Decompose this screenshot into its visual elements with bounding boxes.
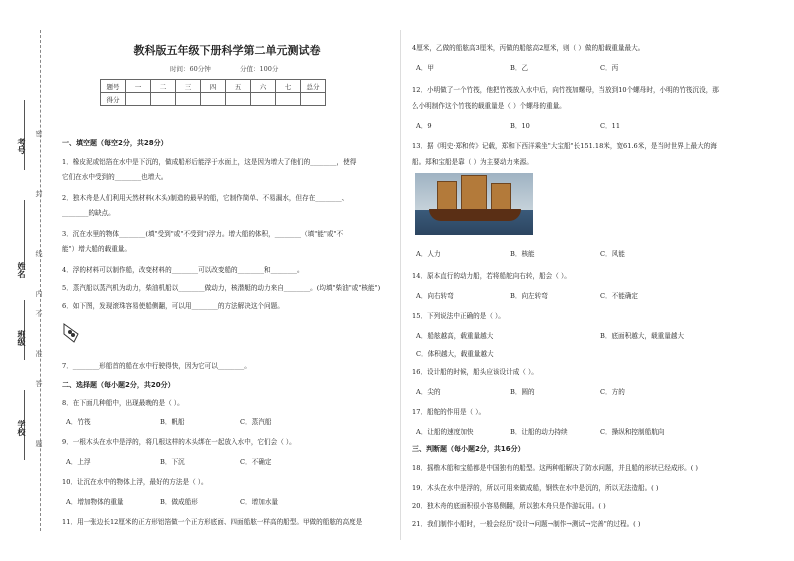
cut-mark: 不 — [35, 310, 43, 317]
option-a[interactable]: A．尖的 — [416, 388, 441, 396]
question-11-cont: 4厘米，乙做的船舷高3厘米，丙做的船舷高2厘米，则（ ）做的船载重量最大。 — [412, 44, 645, 52]
question-3: 3．沉在水里的物体________(填"受到"或"不受到")浮力。增大船的体积，________（填"能"或"不 — [62, 230, 344, 238]
table-cell: 七 — [276, 80, 301, 93]
question-19: 19．木头在水中是浮的，所以可用来做成船，钢铁在水中是沉的，所以无法造船。( ) — [412, 484, 659, 492]
question-10: 10．让沉在水中的物体上浮，最好的方法是（ ）。 — [62, 478, 208, 486]
table-cell: 题号 — [101, 80, 126, 93]
option-c[interactable]: C．丙 — [600, 64, 619, 72]
option-a[interactable]: A．竹筏 — [66, 418, 91, 426]
option-c[interactable]: C．体积越大，载重量越大 — [416, 350, 494, 358]
table-cell: 二 — [151, 80, 176, 93]
question-13: 13．据《明史·郑和传》记载，郑和下西洋乘坐"大宝船"长151.18米，宽61.6米，是当时世界上最大的海 — [412, 142, 717, 150]
question-21: 21．我们制作小船时，一般会经历"设计→问题→制作→测试→完善"的过程。( ) — [412, 520, 641, 528]
option-c[interactable]: C．操纵和控制船航向 — [600, 428, 665, 436]
margin-line — [24, 100, 25, 170]
section-choice: 二、选择题（每小题2分，共20分） — [62, 381, 175, 389]
table-cell: 三 — [176, 80, 201, 93]
label-name: 姓名 — [17, 262, 26, 278]
option-b[interactable]: B．乙 — [510, 64, 529, 72]
question-15: 15．下列说法中正确的是（ ）。 — [412, 312, 505, 320]
table-row — [101, 80, 326, 93]
question-7: 7．________形船首的船在水中行驶得快，因为它可以________。 — [62, 362, 251, 370]
question-2: 2．独木舟是人们利用天然材料(木头)制造的最早的船，它制作简单、不易漏水，但存在________、 — [62, 194, 349, 202]
option-b[interactable]: B．让船的动力持续 — [510, 428, 568, 436]
margin-line — [24, 200, 25, 270]
label-exam-number: 考号 — [17, 138, 26, 154]
score-table — [100, 79, 326, 106]
option-c[interactable]: C．方的 — [600, 388, 625, 396]
exam-time: 时间：60分钟 — [170, 65, 211, 73]
option-a[interactable]: A．增加物体的重量 — [66, 498, 124, 506]
cut-mark: 封 — [35, 190, 43, 197]
label-class: 班级 — [17, 330, 26, 346]
cut-mark: 题 — [35, 440, 43, 447]
ship-sail — [437, 181, 457, 211]
question-12-cont: 么小明制作这个竹筏的载重量是（ ）个螺母的重量。 — [412, 102, 566, 110]
exam-score: 分值：100分 — [240, 65, 279, 73]
question-18: 18．摇橹木船和宝船都是中国独有的船型。这两种船解决了防水问题，并且船的形状已经成形。( ) — [412, 464, 698, 472]
cut-mark: 内 — [35, 290, 43, 297]
section-true-false: 三、判断题（每小题2分，共16分） — [412, 445, 525, 453]
score-cell[interactable] — [176, 93, 201, 106]
score-cell[interactable] — [151, 93, 176, 106]
question-9: 9．一根木头在水中是浮的，将几根这样的木头绑在一起放入水中，它们会（ ）。 — [62, 438, 296, 446]
option-a[interactable]: A．船舷越高，载重量越大 — [416, 332, 494, 340]
cut-mark: 密 — [35, 130, 43, 137]
option-a[interactable]: A．上浮 — [66, 458, 91, 466]
score-cell[interactable] — [126, 93, 151, 106]
option-a[interactable]: A．向右转弯 — [416, 292, 454, 300]
table-row — [101, 93, 326, 106]
option-c[interactable]: C．不确定 — [240, 458, 272, 466]
question-1-cont: 它们在水中受到的________也增大。 — [62, 173, 168, 181]
question-3-cont: 能"）增大船的载重量。 — [62, 245, 131, 253]
table-cell: 五 — [226, 80, 251, 93]
section-fill-in: 一、填空题（每空2分，共28分） — [62, 139, 168, 147]
option-b[interactable]: B．核能 — [510, 250, 535, 258]
question-20: 20．独木舟的底面积很小容易侧翻，所以独木舟只是作游玩用。( ) — [412, 502, 606, 510]
cut-mark: 准 — [35, 350, 43, 357]
question-11: 11．用一张边长12厘米的正方形铝箔做一个正方形底面、四面船舷一样高的船型。甲做的船舷的高度是 — [62, 518, 363, 526]
boat-ball-illustration — [62, 316, 82, 346]
option-c[interactable]: C．增加水量 — [240, 498, 279, 506]
option-c[interactable]: C．风能 — [600, 250, 625, 258]
question-8: 8．在下面几种船中，出现最晚的是（ ）。 — [62, 399, 184, 407]
question-2-cont: ________的缺点。 — [62, 209, 115, 217]
cut-mark: 答 — [35, 380, 43, 387]
score-cell[interactable] — [276, 93, 301, 106]
option-a[interactable]: A．人力 — [416, 250, 441, 258]
option-b[interactable]: B．10 — [510, 122, 530, 130]
option-b[interactable]: B．帆船 — [160, 418, 185, 426]
ship-sail — [461, 175, 487, 211]
option-b[interactable]: B．向左转弯 — [510, 292, 548, 300]
option-a[interactable]: A．甲 — [416, 64, 434, 72]
question-1: 1．橡皮泥或铝箔在水中是下沉的，做成船形后能浮于水面上，这是因为增大了他们的________，使得 — [62, 158, 357, 166]
cut-mark: 线 — [35, 250, 43, 257]
question-6: 6．如下图，发现滚珠容易使船侧翻，可以用________的方法解决这个问题。 — [62, 302, 284, 310]
option-b[interactable]: B．圆的 — [510, 388, 535, 396]
table-cell: 一 — [126, 80, 151, 93]
question-14: 14．原本直行的动力船，若将船舵向右转，船会（ ）。 — [412, 272, 571, 280]
score-cell[interactable] — [226, 93, 251, 106]
score-cell[interactable] — [301, 93, 326, 106]
table-cell: 得分 — [101, 93, 126, 106]
score-cell[interactable] — [201, 93, 226, 106]
table-cell: 四 — [201, 80, 226, 93]
option-b[interactable]: B．底面积越大，载重量越大 — [600, 332, 684, 340]
question-4: 4．浮的材料可以制作船，改变材料的________可以改变船的________和________。 — [62, 266, 304, 274]
exam-title: 教科版五年级下册科学第二单元测试卷 — [133, 44, 321, 57]
question-16: 16．设计船的时候，船头应该设计成（ ）。 — [412, 368, 538, 376]
option-a[interactable]: A．9 — [416, 122, 432, 130]
label-school: 学校 — [17, 420, 26, 436]
option-b[interactable]: B．下沉 — [160, 458, 185, 466]
option-c[interactable]: C．蒸汽船 — [240, 418, 272, 426]
question-12: 12．小明做了一个竹筏，他把竹筏放入水中后，向竹筏加螺母，当放到10个螺母时，小明的竹筏沉没，那 — [412, 86, 719, 94]
table-cell: 总分 — [301, 80, 326, 93]
option-b[interactable]: B．做成船形 — [160, 498, 198, 506]
column-divider — [400, 30, 401, 540]
score-cell[interactable] — [251, 93, 276, 106]
option-a[interactable]: A．让船的速度加快 — [416, 428, 474, 436]
binding-margin — [0, 0, 60, 561]
cut-line — [40, 30, 41, 531]
question-13-cont: 船。郑和宝船是靠（ ）为主要动力来源。 — [412, 158, 533, 166]
treasure-ship-image — [415, 173, 533, 235]
ship-sail — [491, 183, 511, 211]
question-17: 17．船舵的作用是（ ）。 — [412, 408, 486, 416]
ship-hull — [429, 209, 521, 221]
option-c[interactable]: C．11 — [600, 122, 621, 130]
table-cell: 六 — [251, 80, 276, 93]
option-c[interactable]: C．不能确定 — [600, 292, 639, 300]
question-5: 5．蒸汽船以蒸汽机为动力，柴油机船以________做动力，核潜艇的动力来自________。(均填"柴油"或"核能") — [62, 284, 381, 292]
